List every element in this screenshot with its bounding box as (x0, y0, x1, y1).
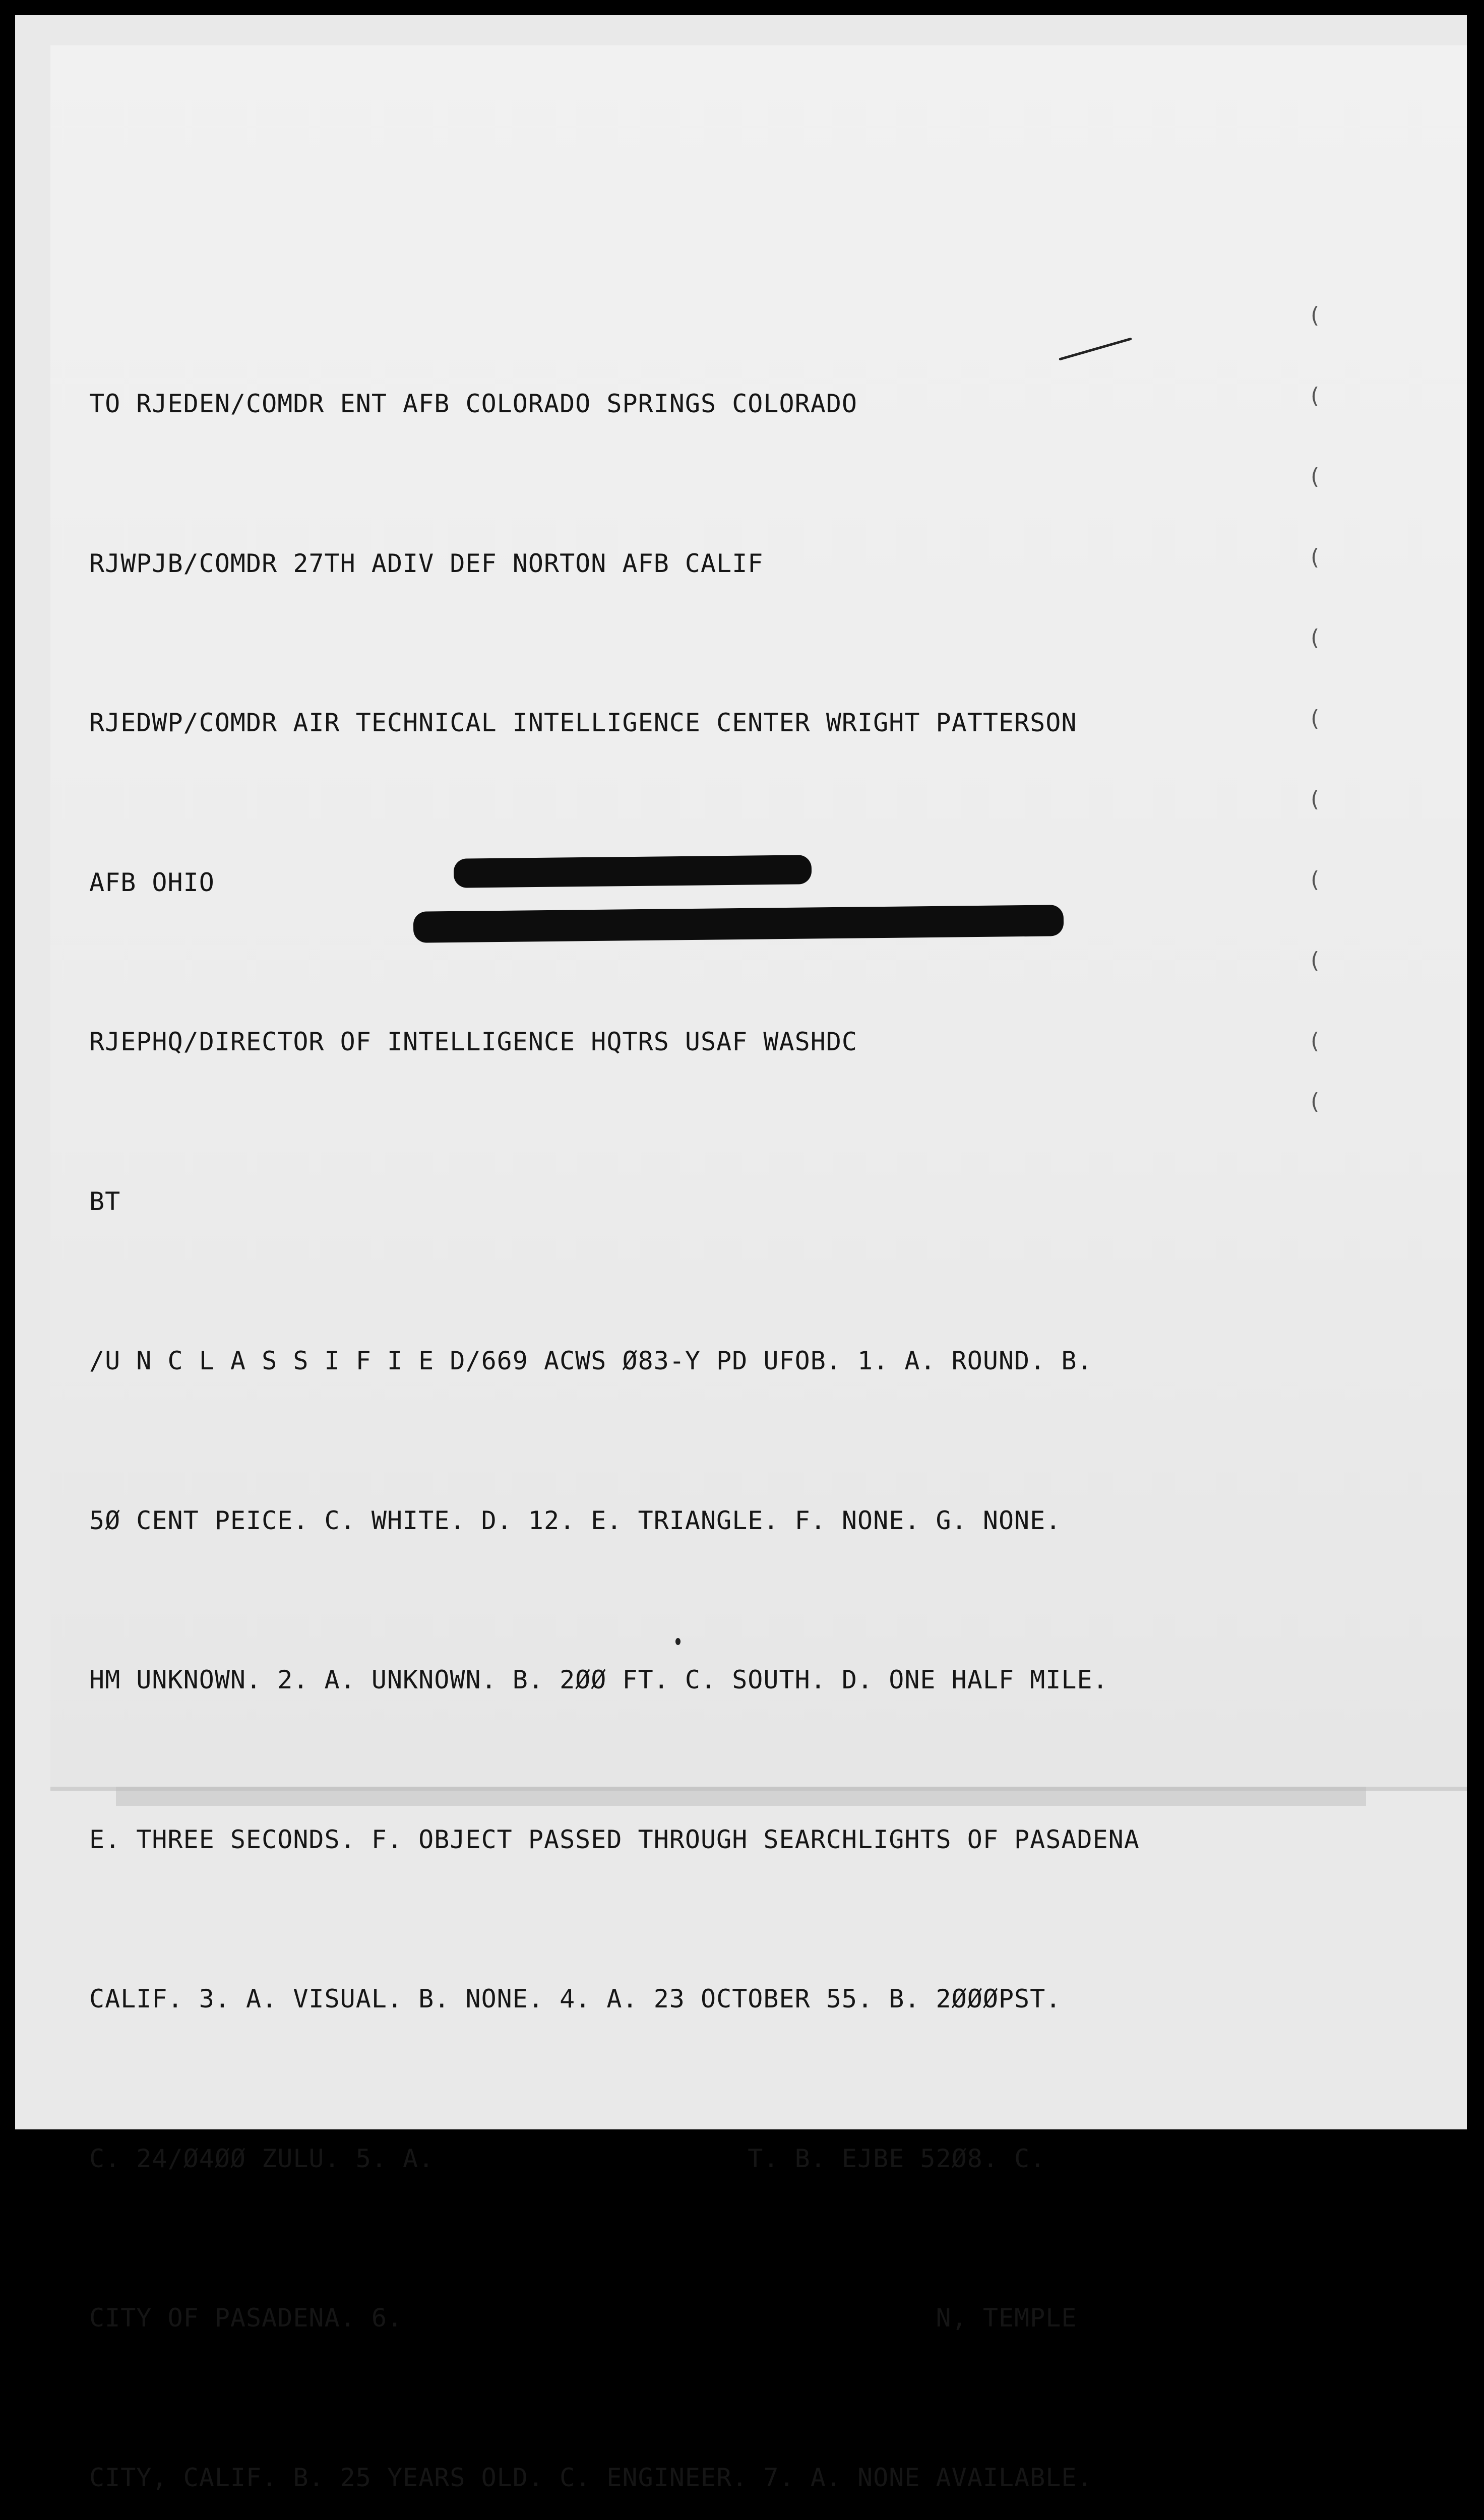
message-line: RJWPJB/COMDR 27TH ADIV DEF NORTON AFB CALIF (89, 548, 764, 578)
message-line: /U N C L A S S I F I E D/669 ACWS Ø83-Y PD UFOB. 1. A. ROUND. B. (89, 1346, 1093, 1375)
margin-paren-mark: ( (1311, 706, 1320, 731)
margin-paren-mark: ( (1311, 544, 1320, 570)
dust-speck (675, 1638, 681, 1645)
message-line: AFB OHIO (89, 867, 215, 897)
message-line: 5Ø CENT PEICE. C. WHITE. D. 12. E. TRIANGLE. F. NONE. G. NONE. (89, 1505, 1062, 1535)
message-line: TO RJEDEN/COMDR ENT AFB COLORADO SPRINGS COLORADO (89, 389, 858, 418)
form-printer-strip (1352, 685, 1365, 1633)
redaction-mark (454, 855, 812, 888)
margin-paren-mark: ( (1311, 625, 1320, 651)
teletype-message (89, 271, 1140, 2520)
message-line: RJEDWP/COMDR AIR TECHNICAL INTELLIGENCE CENTER WRIGHT PATTERSON (89, 708, 1077, 737)
message-line: E. THREE SECONDS. F. OBJECT PASSED THROUGH SEARCHLIGHTS OF PASADENA (89, 1824, 1140, 1854)
margin-paren-mark: ( (1311, 302, 1320, 328)
photo-mount (15, 15, 1467, 2492)
message-line: CALIF. 3. A. VISUAL. B. NONE. 4. A. 23 OCTOBER 55. B. 2ØØØPST. (89, 1984, 1062, 2013)
margin-paren-mark: ( (1311, 1089, 1320, 1114)
margin-paren-mark: ( (1311, 1028, 1320, 1054)
margin-paren-mark: ( (1311, 464, 1320, 489)
margin-paren-mark: ( (1311, 948, 1320, 973)
margin-paren-mark: ( (1311, 383, 1320, 409)
message-line: CITY OF PASADENA. 6. N, TEMPLE (89, 2303, 1077, 2333)
message-line: HM UNKNOWN. 2. A. UNKNOWN. B. 2ØØ FT. C. SOUTH. D. ONE HALF MILE. (89, 1665, 1108, 1694)
margin-paren-mark: ( (1311, 867, 1320, 893)
message-line: BT (89, 1186, 121, 1216)
message-line: C. 24/Ø4ØØ ZULU. 5. A. T. B. EJBE 52Ø8. C. (89, 2144, 1046, 2173)
message-line: RJEPHQ/DIRECTOR OF INTELLIGENCE HQTRS USAF WASHDC (89, 1027, 858, 1056)
margin-paren-mark: ( (1311, 786, 1320, 812)
message-line: CITY, CALIF. B. 25 YEARS OLD. C. ENGINEER. 7. A. NONE AVAILABLE. (89, 2463, 1093, 2492)
